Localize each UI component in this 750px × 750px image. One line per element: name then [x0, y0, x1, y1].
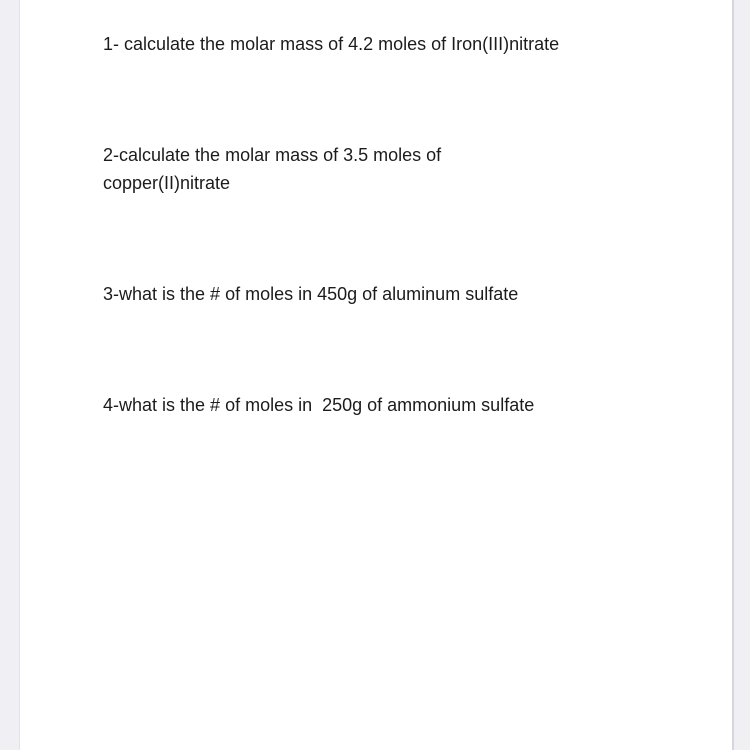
question-2-line-2: copper(II)nitrate: [103, 173, 231, 193]
question-2: [103, 141, 441, 197]
question-4: [103, 391, 534, 419]
question-1: [103, 30, 559, 58]
question-3: [103, 280, 518, 308]
document-page: [19, 0, 734, 750]
question-3-line-1: 3-what is the # of moles in 450g of aluminum sulfate: [103, 284, 519, 304]
question-2-line-1: 2-calculate the molar mass of 3.5 moles of: [103, 145, 442, 165]
question-1-line-1: 1- calculate the molar mass of 4.2 moles of Iron(III)nitrate: [103, 34, 560, 54]
question-4-line-1: 4-what is the # of moles in 250g of ammonium sulfate: [103, 395, 535, 415]
